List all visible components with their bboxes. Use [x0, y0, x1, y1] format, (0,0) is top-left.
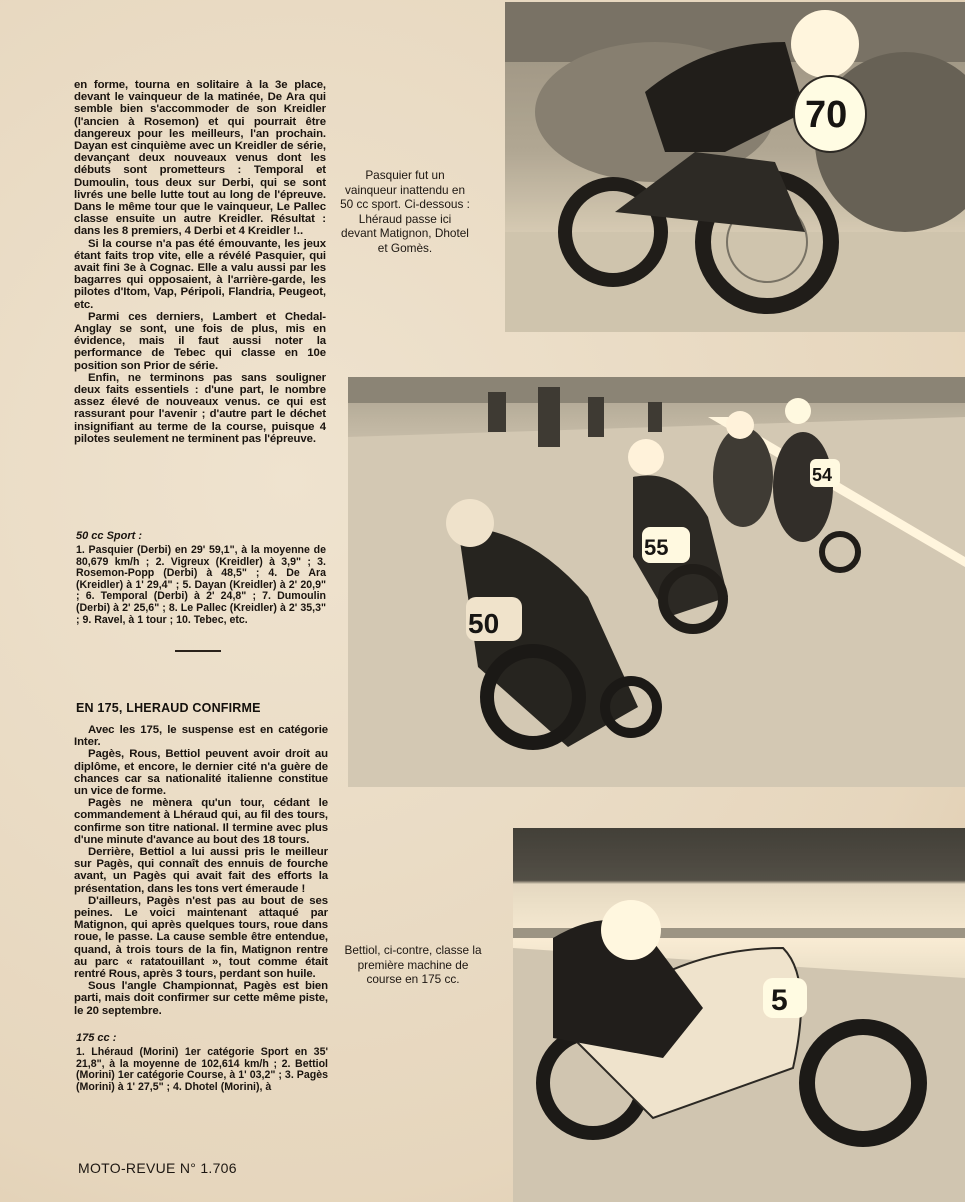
- paragraph: Derrière, Bettiol a lui aussi pris le meilleur sur Pagès, qui connaît des ennuis de fourche avant, un Pagès qui avait fait des efforts la présentation, dans les tons vert émeraude !: [74, 846, 328, 895]
- article-text-bottom: [74, 724, 328, 1017]
- section-heading-175: EN 175, LHERAUD CONFIRME: [76, 701, 261, 715]
- paragraph: Enfin, ne terminons pas sans souligner deux faits essentiels : d'une part, le nombre assez élevé de nouveaux venus. ce qui est rassurant pour l'avenir ; d'autre part le déchet insignifiant au terme de la course, puisque 4 pilotes seulement ne terminent pas l'épreuve.: [74, 371, 326, 445]
- race-number-50: 50: [468, 608, 500, 639]
- paragraph: en forme, tourna en solitaire à la 3e place, devant le vainqueur de la matinée, De Ara qui semble bien s'accommoder de son Kreidler (l'ancien à Rosemon) et qui pourrait être dangereux pour les meilleurs, l'an prochain. Dayan est cinquième avec un Kreidler de série, devançant deux nouveaux venus dont les débuts sont prometteurs : Temporal et Dumoulin, tous deux sur Derbi, qui se sont livrés une belle lutte tout au long de l'épreuve. Dans le même tour que le vainqueur, Le Pallec classe ensuite un autre Kreidler. Résultat : dans les 8 premiers, 4 Derbi et 4 Kreidler !..: [74, 79, 326, 238]
- caption-bottom: Bettiol, ci-contre, classe la première machine de course en 175 cc.: [344, 943, 482, 986]
- page-footer: MOTO-REVUE N° 1.706: [78, 1160, 237, 1176]
- paragraph: Si la course n'a pas été émouvante, les jeux étant faits trop vite, elle a révélé Pasquier, qui avait fini 3e à Cognac. Elle a valu aussi par les bagarres qui opposaient, à l'arrière-garde, les pilotes d'Itom, Vap, Péripoli, Flandria, Peugeot, etc.: [74, 237, 326, 311]
- race-number-55: 55: [644, 535, 669, 560]
- paragraph: Sous l'angle Championnat, Pagès est bien parti, mais doit confirmer sur cette même piste, le 20 septembre.: [74, 980, 328, 1017]
- paragraph: Pagès, Rous, Bettiol peuvent avoir droit au diplôme, et encore, le dernier cité n'a guère de chances car sa nationalité italienne constitue un vice de forme.: [74, 748, 328, 798]
- race-number-70: 70: [805, 94, 848, 136]
- paragraph: D'ailleurs, Pagès n'est pas au bout de ses peines. Le voici maintenant attaqué par Matignon, qui après quelques tours, roue dans roue, le passe. La cause semble être entendue, quand, à trois tours de la fin, Matignon rentre au parc « ratatouillant », tout comme était rentré Rous, après 3 tours, perdant son huile.: [74, 894, 328, 981]
- paragraph: Avec les 175, le suspense est en catégorie Inter.: [74, 724, 328, 749]
- results-175-text: 1. Lhéraud (Morini) 1er catégorie Sport en 35' 21,8", à la moyenne de 102,614 km/h ; 2. Bettiol (Morini) 1er catégorie Course, à 1' 03,2" ; 3. Pagès (Morini) à 1' 27,5" ; 4. Dhotel (Morini), à: [76, 1046, 328, 1093]
- paragraph: Parmi ces derniers, Lambert et Chedal-Anglay se sont, une fois de plus, mis en évidence, mais il faut aussi noter la performance de Tebec qui classe en 10e position son Prior de série.: [74, 310, 326, 372]
- race-number-5: 5: [771, 984, 788, 1017]
- race-number-54: 54: [812, 465, 833, 485]
- caption-top: Pasquier fut un vainqueur inattendu en 50 cc sport. Ci-dessous : Lhéraud passe ici devant Matignon, Dhotel et Gomès.: [340, 168, 470, 255]
- paragraph: Pagès ne mènera qu'un tour, cédant le commandement à Lhéraud qui, au fil des tours, confirme son titre national. Il termine avec plus d'une minute d'avance au bout des 18 tours.: [74, 797, 328, 846]
- results-50-text: 1. Pasquier (Derbi) en 29' 59,1", à la moyenne de 80,679 km/h ; 2. Vigreux (Kreidler) à 3,9" ; 3. Rosemon-Popp (Derbi) à 48,5" ; 4. De Ara (Kreidler) à 1' 29,4" ; 5. Dayan (Kreidler) à 2' 20,9" ; 6. Temporal (Derbi) à 2' 24,8" ; 7. Dumoulin (Derbi) à 2' 25,6" ; 8. Le Pallec (Kreidler) à 2' 35,3" ; 9. Ravel, à 1 tour ; 10. Tebec, etc.: [76, 544, 326, 626]
- results-50-label: 50 cc Sport :: [76, 530, 143, 542]
- results-175-label: 175 cc :: [76, 1032, 117, 1044]
- section-divider: [175, 650, 221, 652]
- photo-rider-70: [505, 2, 965, 332]
- article-text-top: [74, 79, 326, 445]
- photo-rider-5: [513, 828, 965, 1202]
- photo-race-pack: [348, 377, 965, 787]
